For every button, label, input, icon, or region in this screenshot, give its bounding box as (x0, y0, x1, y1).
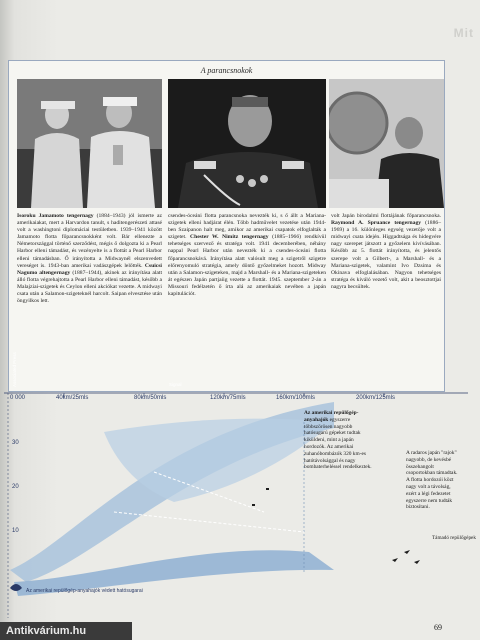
bio-continued: csendes-óceáni flotta parancsnoka nevezték ki, s ő állt a Mariana-szigetek elleni hadjárat élén. Több hadművelet vezetése után 1944-ben Szaipanon halt meg, amikor az amerikai csapatok elfoglalták a szigetet. (168, 213, 326, 241)
note-japanese-groups: A radaros japán "rajok" nagyobb, de kevésbé összehangolt csoportokban támadtak. A flotta hordozói közt nagy volt a távolság, ezért a légi fedezetet egyszerre nem tudták biztosítani. (406, 450, 458, 511)
speed-label-80: 80km/50mls (134, 395, 167, 401)
text-column-3 (331, 213, 441, 291)
section-title: A parancsnokok (200, 66, 253, 75)
note-carrier-ranges: Az amerikai repülőgép-anyahajók védett hatósugarai (26, 588, 143, 594)
photo-credit-1: Associated Press (12, 352, 17, 387)
bio-col3-start: volt Japán birodalmi flottájának főparancsnoka. (331, 213, 441, 219)
origin-label: 0 000 (10, 395, 26, 401)
speed-label-160: 160km/100mls (276, 395, 316, 401)
note-us-title: Az amerikai repülőgép-anyahajók (304, 410, 359, 423)
photo-two-officers (17, 79, 162, 208)
range-diagram (4, 392, 476, 618)
commanders-panel (8, 60, 445, 392)
bio-nagumo: (1887–1944), akinek az irányítása alatt álló flotta végrehajtotta a Pearl Harbor elleni támadást, később a Malajziai-szigetek és Ceylon elleni akciókat vezette. A midwayi csata után a Salamon-szigeteknél harcolt. Saipan elvesztése után öngyilkos lett. (17, 269, 163, 305)
bio-spruance: (1886–1969) a 16. különleges egység vezetője volt a midwayi csata idején. Higgadtsága és hidegvére nagy szerepet játszott a győzelem kivívásában. Később az 5. flottát irányította, és jelentős szerepe volt a Gilbert-, a Marshall- és a Mariana-szigetek, valamint Ivo Dzsima és Okinava elfoglalásában. Nagyon tehetséges stratéga és kiváló vezető volt, akit a beosztottjai nagyra becsültek. (331, 220, 441, 290)
name-nagumo: Csuicsi Nagumo altengernagy (17, 262, 162, 276)
watermark-logo: Antikvárium.hu (0, 622, 132, 640)
name-jamamoto: Isoroku Jamamoto tengernagy (17, 213, 94, 219)
photo-officer-at-globe (329, 79, 444, 208)
page-number: 69 (434, 623, 442, 632)
speed-label-200: 200km/125mls (356, 395, 396, 401)
y-tick-20: 20 (12, 484, 19, 490)
speed-label-40: 40km/25mls (56, 395, 89, 401)
note-attack-planes: Támadó repülőgépek (432, 535, 476, 541)
note-us-text: egyszerre többszörösen nagyobb hatósugarú gépeket tudtak kiküldeni, mint a japán hordozók. Az amerikai zuhanóbombázók 320 km-es hatótávolsággal és nagy bombaterheléssel rendelkeztek. (304, 416, 372, 471)
range-diagram-graphic (4, 392, 468, 618)
text-column-1 (17, 213, 162, 305)
y-tick-10: 10 (12, 528, 19, 534)
text-column-2 (168, 213, 326, 298)
photo-admiral-uniform (168, 79, 326, 208)
ghost-header: Mit (453, 26, 474, 40)
note-us-carriers (304, 410, 372, 471)
name-nimitz: Chester W. Nimitz tengernagy (190, 234, 269, 241)
bio-nimitz: (1885–1966) rendkívül tehetséges szervező és stratéga volt. 1941 decemberében, néhány nappal Pearl Harbor után nevezték ki a csendes-óceáni flotta főparancsnokává. Irányítása alatt valósult meg a szigetről szigetre előrenyomuló stratégia, amely döntő győzelmeket hozott. Midway után a Salamon-szigeteken, majd a Marshall- és a Mariana-szigeteken át egészen Japán partjaiig vezette a flottát. 1945. szeptember 2-án a Missouri fedélzetén ő írta alá az amerikaiak nevében a japán kapitulációt. (168, 234, 326, 298)
y-tick-30: 30 (12, 440, 19, 446)
bio-jamamoto: (1884–1943) jól ismerte az amerikaiakat, mert a Harvardon tanult, s haditengerészeti attasé volt a washingtoni diplomáciai testületben. 1939–1941 között Jamamoto flotta főparancsnokként volt. Bár ellenezte a Németországgal történő szerződést, mégis ő dolgozta ki a Pearl Harbor elleni támadást, és vezényelte is a flottát a Pearl Harbor elleni támadásban. Ő irányította a Midwaynél elszenvedett vereséget is. 1943-ban amerikai vadászgépek lelőtték. (17, 213, 162, 269)
name-spruance: Raymond A. Spruance tengernagy (331, 220, 422, 227)
photo-credit-2: Signal (169, 382, 182, 387)
speed-label-120: 120km/75mls (210, 395, 246, 401)
